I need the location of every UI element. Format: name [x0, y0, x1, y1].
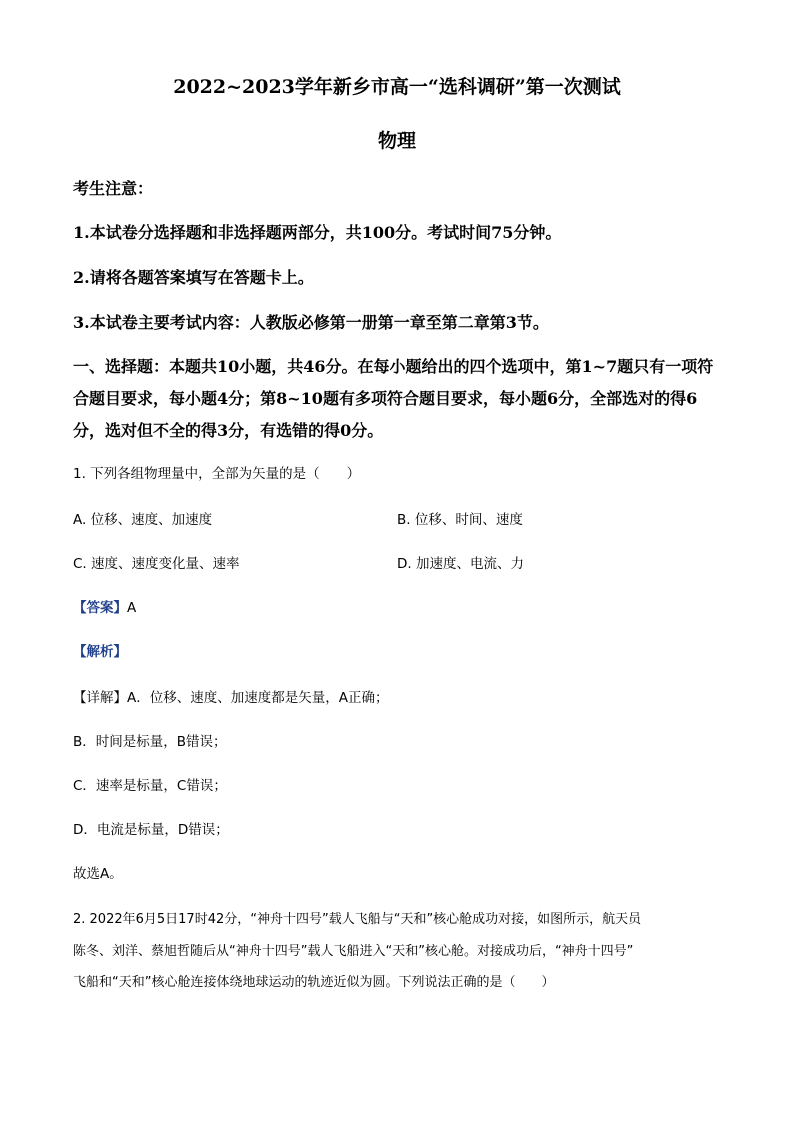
question-1-option-a: A. 位移、速度、加速度 — [73, 512, 213, 528]
detail-line-3: C．速率是标量，C错误； — [73, 778, 227, 794]
notice-item-2: 2.请将各题答案填写在答题卡上。 — [73, 268, 314, 287]
section-instruction-line-3: 分，选对但不全的得3分，有选错的得0分。 — [73, 421, 384, 440]
notice-heading: 考生注意： — [73, 179, 154, 198]
detail-line-2: B．时间是标量，B错误； — [73, 734, 227, 750]
question-2-line-3: 飞船和“天和”核心舱连接体绕地球运动的轨迹近似为圆。下列说法正确的是（ ） — [73, 975, 555, 990]
question-2-line-1: 2. 2022年6月5日17时42分，“神舟十四号”载人飞船与“天和”核心舱成功对接，如图所示，航天员 — [73, 912, 642, 927]
question-1-option-d: D. 加速度、电流、力 — [397, 556, 524, 572]
notice-item-1: 1.本试卷分选择题和非选择题两部分，共100分。考试时间75分钟。 — [73, 223, 562, 242]
detail-tag: 【详解】 — [73, 690, 127, 706]
exam-title: 2022~2023学年新乡市高一“选科调研”第一次测试 — [173, 76, 621, 98]
question-1-option-c: C. 速度、速度变化量、速率 — [73, 556, 240, 572]
answer-value: A — [127, 600, 137, 616]
analysis-line — [73, 640, 733, 660]
section-instruction-line-1: 一、选择题：本题共10小题，共46分。在每小题给出的四个选项中，第1~7题只有一项符 — [73, 357, 714, 376]
detail-line-4: D．电流是标量，D错误； — [73, 822, 229, 838]
question-1-stem: 1. 下列各组物理量中，全部为矢量的是（ ） — [73, 466, 361, 482]
answer-tag: 【答案】 — [73, 600, 127, 616]
section-instruction-line-2: 合题目要求，每小题4分；第8~10题有多项符合题目要求，每小题6分，全部选对的得6 — [73, 389, 698, 408]
notice-item-3: 3.本试卷主要考试内容：人教版必修第一册第一章至第二章第3节。 — [73, 313, 549, 332]
question-2-line-2: 陈冬、刘洋、蔡旭哲随后从“神舟十四号”载人飞船进入“天和”核心舱。对接成功后，“神舟十四号” — [73, 944, 634, 959]
analysis-tag: 【解析】 — [73, 644, 127, 660]
detail-text-1: A．位移、速度、加速度都是矢量，A正确； — [127, 690, 389, 706]
answer-line — [73, 596, 733, 616]
detail-conclusion: 故选A。 — [73, 866, 123, 882]
question-1-option-b: B. 位移、时间、速度 — [397, 512, 523, 528]
subject-title: 物理 — [377, 130, 416, 152]
detail-line-1 — [73, 686, 733, 706]
